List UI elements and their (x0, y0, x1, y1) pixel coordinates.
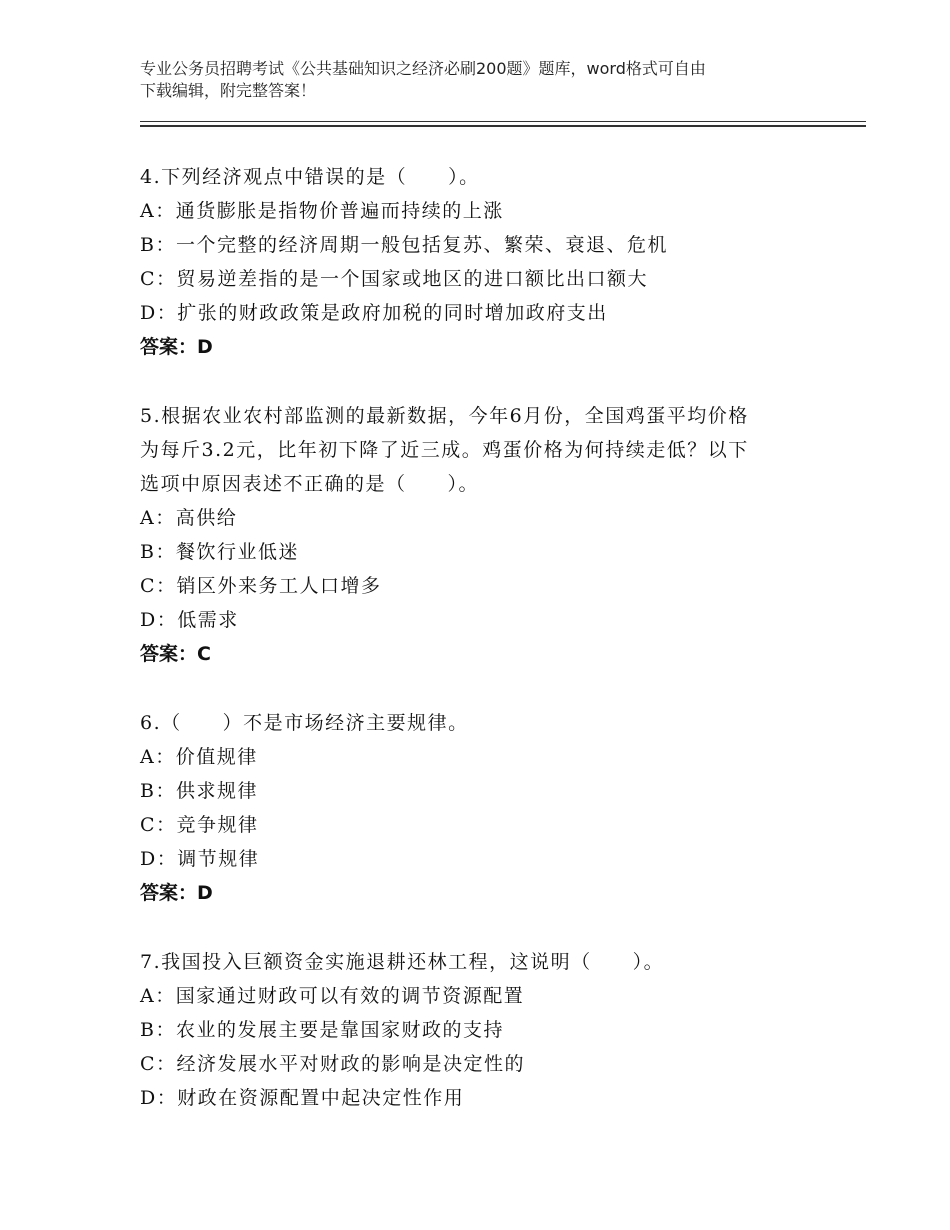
option-b: B：农业的发展主要是靠国家财政的支持 (140, 1019, 504, 1041)
option-d: D：调节规律 (140, 848, 260, 870)
option-a: A：通货膨胀是指物价普遍而持续的上涨 (140, 200, 504, 222)
option-d: D：财政在资源配置中起决定性作用 (140, 1087, 465, 1109)
header-divider-thin (140, 121, 866, 122)
option-a: A：高供给 (140, 507, 238, 529)
question-6 (140, 706, 820, 910)
option-d: D：扩张的财政政策是政府加税的同时增加政府支出 (140, 302, 608, 324)
question-7 (140, 945, 820, 1115)
answer-label: 答案：C (140, 643, 211, 665)
header-divider-thick (140, 125, 866, 127)
option-b: B：餐饮行业低迷 (140, 541, 299, 563)
question-stem-line: 5.根据农业农村部监测的最新数据，今年6月份，全国鸡蛋平均价格 (140, 405, 749, 427)
question-stem-line: 6.（ ）不是市场经济主要规律。 (140, 712, 469, 734)
option-c: C：贸易逆差指的是一个国家或地区的进口额比出口额大 (140, 268, 649, 290)
option-c: C：竞争规律 (140, 814, 259, 836)
answer-label: 答案：D (140, 882, 213, 904)
header-text-line-1: 专业公务员招聘考试《公共基础知识之经济必刷200题》题库，word格式可自由 (140, 59, 706, 78)
option-b: B：供求规律 (140, 780, 258, 802)
question-stem (140, 399, 820, 501)
option-a: A：价值规律 (140, 746, 258, 768)
option-c: C：销区外来务工人口增多 (140, 575, 382, 597)
option-d: D：低需求 (140, 609, 239, 631)
document-header (140, 58, 820, 102)
question-5 (140, 399, 820, 671)
question-stem-line: 7.我国投入巨额资金实施退耕还林工程，这说明（ ）。 (140, 951, 665, 973)
question-stem (140, 945, 820, 979)
option-b: B：一个完整的经济周期一般包括复苏、繁荣、衰退、危机 (140, 234, 668, 256)
question-4 (140, 160, 820, 364)
question-stem-line: 4.下列经济观点中错误的是（ ）。 (140, 166, 480, 188)
option-a: A：国家通过财政可以有效的调节资源配置 (140, 985, 525, 1007)
question-stem (140, 160, 820, 194)
question-stem-line: 选项中原因表述不正确的是（ ）。 (140, 473, 480, 495)
question-stem (140, 706, 820, 740)
answer-label: 答案：D (140, 336, 213, 358)
header-text-line-2: 下载编辑，附完整答案！ (140, 81, 317, 100)
question-stem-line: 为每斤3.2元，比年初下降了近三成。鸡蛋价格为何持续走低？以下 (140, 439, 749, 461)
option-c: C：经济发展水平对财政的影响是决定性的 (140, 1053, 526, 1075)
